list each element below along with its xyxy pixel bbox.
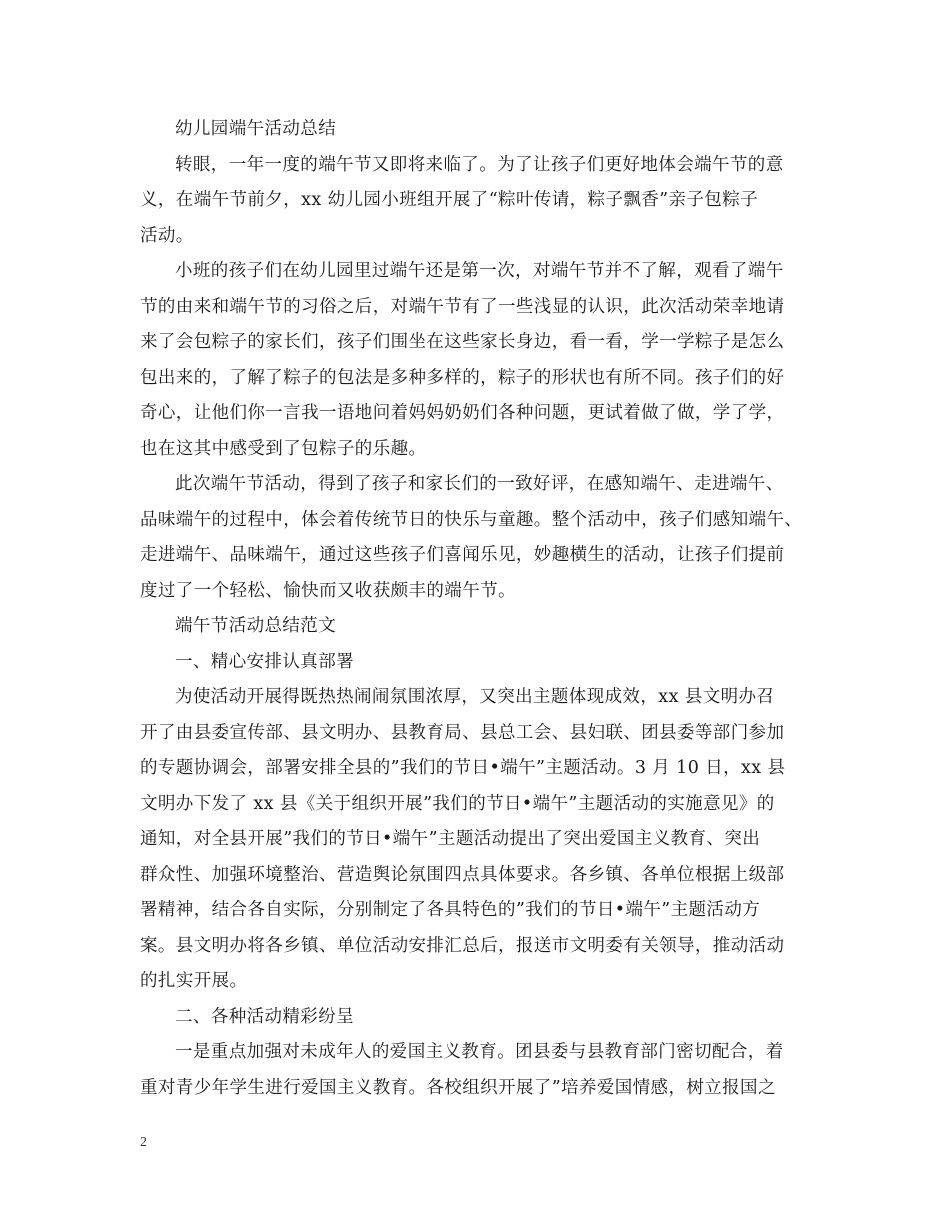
text-line: 走进端午、品味端午，通过这些孩子们喜闻乐见，妙趣横生的活动，让孩子们提前 <box>140 545 785 565</box>
text-line: 包出来的，了解了粽子的包法是多种多样的，粽子的形状也有所不同。孩子们的好 <box>140 367 785 388</box>
text-line: 案。县文明办将各乡镇、单位活动安排汇总后，报送市文明委有关领导，推动活动 <box>140 935 785 956</box>
text-line: 开了由县委宣传部、县文明办、县教育局、县总工会、县妇联、团县委等部门参加 <box>140 722 785 743</box>
text-line: 节的由来和端午节的习俗之后，对端午节有了一些浅显的认识，此次活动荣幸地请 <box>140 296 785 317</box>
text-line: 来了会包粽子的家长们，孩子们围坐在这些家长身边，看一看，学一学粽子是怎么 <box>140 332 785 352</box>
text-line: 的专题协调会，部署安排全县的”我们的节日•端午”主题活动。3 月 10 日，xx 县 <box>140 758 786 778</box>
text-line: 通知，对全县开展”我们的节日•端午”主题活动提出了突出爱国主义教育、突出 <box>140 829 761 849</box>
text-line: 品味端午的过程中，体会着传统节日的快乐与童趣。整个活动中，孩子们感知端午、 <box>140 509 803 530</box>
text-line: 度过了一个轻松、愉快而又收获颇丰的端午节。 <box>140 580 516 601</box>
text-line: 转眼，一年一度的端午节又即将来临了。为了让孩子们更好地体会端午节的意 <box>175 154 784 175</box>
text-line: 小班的孩子们在幼儿园里过端午还是第一次，对端午节并不了解，观看了端午 <box>175 261 784 281</box>
text-line: 一是重点加强对未成年人的爱国主义教育。团县委与县教育部门密切配合，着 <box>175 1042 784 1062</box>
text-line: 的扎实开展。 <box>140 971 248 991</box>
text-line: 重对青少年学生进行爱国主义教育。各校组织开展了”培养爱国情感，树立报国之 <box>140 1077 776 1098</box>
text-line: 也在这其中感受到了包粽子的乐趣。 <box>140 438 427 459</box>
text-line: 义，在端午节前夕，xx 幼儿园小班组开展了“粽叶传请，粽子飘香”亲子包粽子 <box>140 190 758 210</box>
text-line: 为使活动开展得既热热闹闹氛围浓厚，又突出主题体现成效，xx 县文明办召 <box>175 687 775 707</box>
text-line: 此次端午节活动，得到了孩子和家长们的一致好评，在感知端午、走进端午、 <box>175 474 784 494</box>
text-line: 端午节活动总结范文 <box>175 616 337 636</box>
text-line: 一、精心安排认真部署 <box>175 651 354 672</box>
text-line: 幼儿园端午活动总结 <box>175 119 337 139</box>
text-line: 署精神，结合各自实际，分别制定了各具特色的”我们的节日•端午”主题活动方 <box>140 900 761 920</box>
text-line: 活动。 <box>140 225 194 246</box>
document-body <box>140 112 812 1106</box>
text-line: 二、各种活动精彩纷呈 <box>175 1006 354 1027</box>
page-number: 2 <box>140 1135 147 1150</box>
text-line: 文明办下发了 xx 县《关于组织开展”我们的节日•端午”主题活动的实施意见》的 <box>140 793 775 814</box>
text-line: 群众性、加强环境整治、营造舆论氛围四点具体要求。各乡镇、各单位根据上级部 <box>140 864 785 885</box>
text-line: 奇心，让他们你一言我一语地问着妈妈奶奶们各种问题，更试着做了做，学了学， <box>140 403 785 423</box>
